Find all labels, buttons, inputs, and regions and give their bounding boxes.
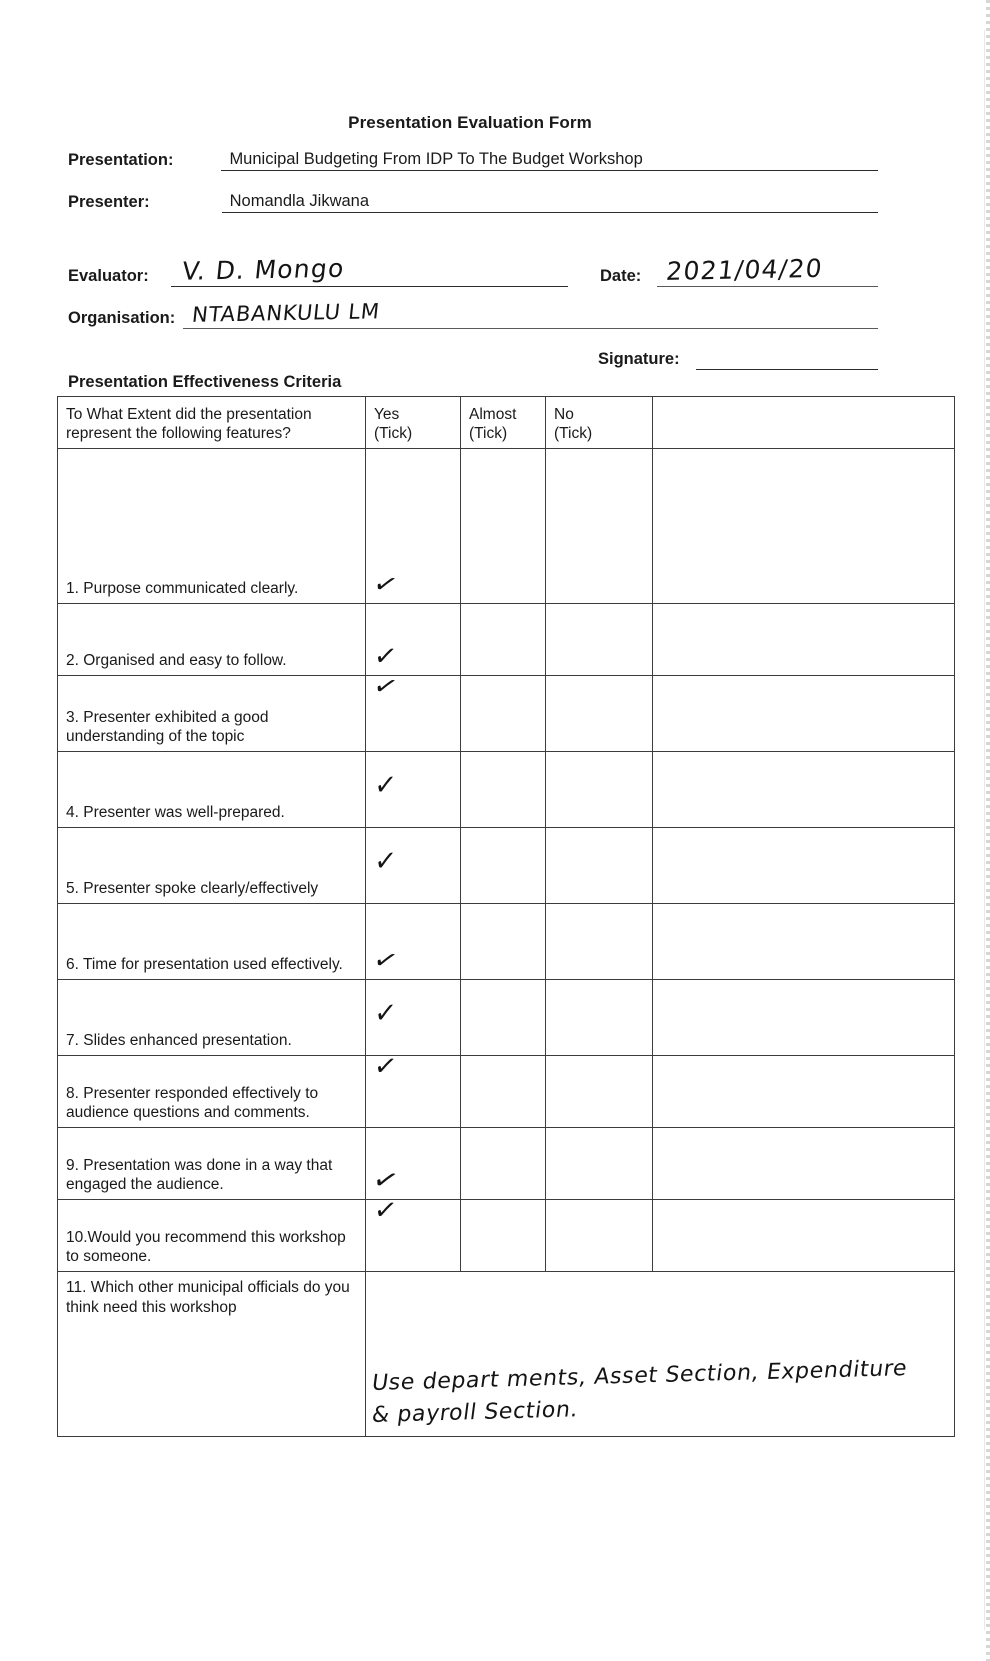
table-body <box>58 449 955 1437</box>
checkmark-icon: ✓ <box>368 1163 403 1199</box>
table-row <box>58 980 955 1056</box>
criterion-label: 8. Presenter responded effectively to audience questions and comments. <box>58 1056 366 1128</box>
no-tick-cell[interactable] <box>546 752 653 828</box>
organisation-label: Organisation: <box>68 308 176 327</box>
almost-tick-cell[interactable] <box>461 1128 546 1200</box>
page-title: Presentation Evaluation Form <box>348 113 592 132</box>
evaluation-criteria-table <box>57 396 955 1437</box>
yes-tick-cell[interactable] <box>366 980 461 1056</box>
criterion-label: 2. Organised and easy to follow. <box>58 604 366 676</box>
criterion-label: 5. Presenter spoke clearly/effectively <box>58 828 366 904</box>
yes-tick-cell[interactable] <box>366 752 461 828</box>
date-handwritten-value: 2021/04/20 <box>665 253 825 286</box>
column-header-no <box>546 397 653 449</box>
table-row <box>58 676 955 752</box>
criterion-label: 9. Presentation was done in a way that engaged the audience. <box>58 1128 366 1200</box>
organisation-handwritten-value: NTABANKULU LM <box>191 299 382 327</box>
evaluator-input-line[interactable] <box>171 248 568 287</box>
almost-tick-cell[interactable] <box>461 449 546 604</box>
no-tick-cell[interactable] <box>546 1056 653 1128</box>
open-question-answer-cell[interactable] <box>366 1272 955 1437</box>
table-row <box>58 1056 955 1128</box>
criterion-label: 4. Presenter was well-prepared. <box>58 752 366 828</box>
checkmark-icon: ✓ <box>372 768 398 803</box>
comments-cell[interactable] <box>653 904 955 980</box>
no-tick-cell[interactable] <box>546 1128 653 1200</box>
criterion-label: 3. Presenter exhibited a good understanding of the topic <box>58 676 366 752</box>
no-word: No <box>554 406 574 423</box>
table-row-open-question <box>58 1272 955 1437</box>
table-row <box>58 904 955 980</box>
checkmark-icon: ✓ <box>371 1194 400 1228</box>
organisation-input-line[interactable] <box>183 294 878 329</box>
date-label: Date: <box>600 266 642 285</box>
yes-tick-cell[interactable] <box>366 671 461 752</box>
no-tick-cell[interactable] <box>546 828 653 904</box>
yes-tick-cell[interactable] <box>366 604 461 676</box>
field-presentation <box>68 150 878 171</box>
column-header-comments <box>653 397 955 449</box>
yes-tick-cell[interactable] <box>366 1194 461 1272</box>
presenter-label: Presenter: <box>68 192 150 211</box>
comments-cell[interactable] <box>653 449 955 604</box>
checkmark-icon: ✓ <box>369 671 402 703</box>
checkmark-icon: ✓ <box>369 945 402 977</box>
checkmark-icon: ✓ <box>371 1050 400 1084</box>
comments-cell[interactable] <box>653 604 955 676</box>
yes-tick-cell[interactable] <box>366 1128 461 1200</box>
almost-tick-cell[interactable] <box>461 1200 546 1272</box>
scan-edge-artifact-secondary <box>984 30 985 1630</box>
no-tick-cell[interactable] <box>546 676 653 752</box>
comments-cell[interactable] <box>653 752 955 828</box>
yes-tick-word: (Tick) <box>374 425 413 443</box>
field-date <box>600 248 878 287</box>
comments-cell[interactable] <box>653 1200 955 1272</box>
handwritten-answer-line-1: Use depart ments, Asset Section, Expenditure <box>370 1355 909 1396</box>
evaluator-label: Evaluator: <box>68 266 149 285</box>
table-row <box>58 449 955 604</box>
column-header-yes <box>366 397 461 449</box>
table-head <box>58 397 955 449</box>
yes-tick-cell[interactable] <box>366 904 461 980</box>
column-header-almost <box>461 397 546 449</box>
field-organisation <box>68 294 878 329</box>
evaluator-handwritten-value: V. D. Mongo <box>180 253 346 286</box>
table-row <box>58 828 955 904</box>
table-header-row <box>58 397 955 449</box>
signature-input-line[interactable] <box>696 345 878 370</box>
field-signature <box>598 345 878 370</box>
no-tick-word: (Tick) <box>554 425 593 443</box>
criteria-header-line2: represent the following features? <box>66 425 291 443</box>
presentation-input-line[interactable] <box>221 150 878 171</box>
criterion-label: 1. Purpose communicated clearly. <box>58 449 366 604</box>
scan-edge-artifact <box>986 0 990 1661</box>
field-evaluator <box>68 248 568 287</box>
criterion-label: 6. Time for presentation used effectively. <box>58 904 366 980</box>
presentation-value: Municipal Budgeting From IDP To The Budget Workshop <box>229 150 643 168</box>
almost-tick-cell[interactable] <box>461 828 546 904</box>
comments-cell[interactable] <box>653 980 955 1056</box>
field-presenter <box>68 192 878 213</box>
almost-tick-cell[interactable] <box>461 604 546 676</box>
presenter-input-line[interactable] <box>222 192 878 213</box>
table-row <box>58 604 955 676</box>
yes-word: Yes <box>374 406 400 423</box>
comments-cell[interactable] <box>653 1128 955 1200</box>
presentation-label: Presentation: <box>68 150 174 169</box>
checkmark-icon: ✓ <box>369 569 402 601</box>
criteria-header-line1: To What Extent did the presentation <box>66 406 312 423</box>
comments-cell[interactable] <box>653 1056 955 1128</box>
yes-tick-cell[interactable] <box>366 828 461 904</box>
section-heading-effectiveness-criteria: Presentation Effectiveness Criteria <box>68 373 342 391</box>
yes-tick-cell[interactable] <box>366 1050 461 1128</box>
almost-tick-cell[interactable] <box>461 1056 546 1128</box>
date-input-line[interactable] <box>657 248 878 287</box>
yes-tick-cell[interactable] <box>366 449 461 604</box>
almost-word: Almost <box>469 406 517 423</box>
no-tick-cell[interactable] <box>546 449 653 604</box>
almost-tick-cell[interactable] <box>461 752 546 828</box>
presenter-value: Nomandla Jikwana <box>229 192 370 210</box>
table-row <box>58 1128 955 1200</box>
almost-tick-cell[interactable] <box>461 980 546 1056</box>
almost-tick-word: (Tick) <box>469 425 508 443</box>
criterion-label-open-question: 11. Which other municipal officials do you think need this workshop <box>58 1272 366 1437</box>
no-tick-cell[interactable] <box>546 980 653 1056</box>
criterion-label: 10.Would you recommend this workshop to someone. <box>58 1200 366 1272</box>
comments-cell[interactable] <box>653 828 955 904</box>
almost-tick-cell[interactable] <box>461 676 546 752</box>
criterion-label: 7. Slides enhanced presentation. <box>58 980 366 1056</box>
almost-tick-cell[interactable] <box>461 904 546 980</box>
table-row <box>58 1200 955 1272</box>
checkmark-icon: ✓ <box>372 996 398 1031</box>
table-row <box>58 752 955 828</box>
comments-cell[interactable] <box>653 676 955 752</box>
signature-label: Signature: <box>598 349 680 368</box>
column-header-criteria <box>58 397 366 449</box>
checkmark-icon: ✓ <box>371 640 400 674</box>
no-tick-cell[interactable] <box>546 904 653 980</box>
handwritten-answer-line-2: & payroll Section. <box>370 1396 580 1428</box>
no-tick-cell[interactable] <box>546 1200 653 1272</box>
no-tick-cell[interactable] <box>546 604 653 676</box>
checkmark-icon: ✓ <box>372 844 398 879</box>
